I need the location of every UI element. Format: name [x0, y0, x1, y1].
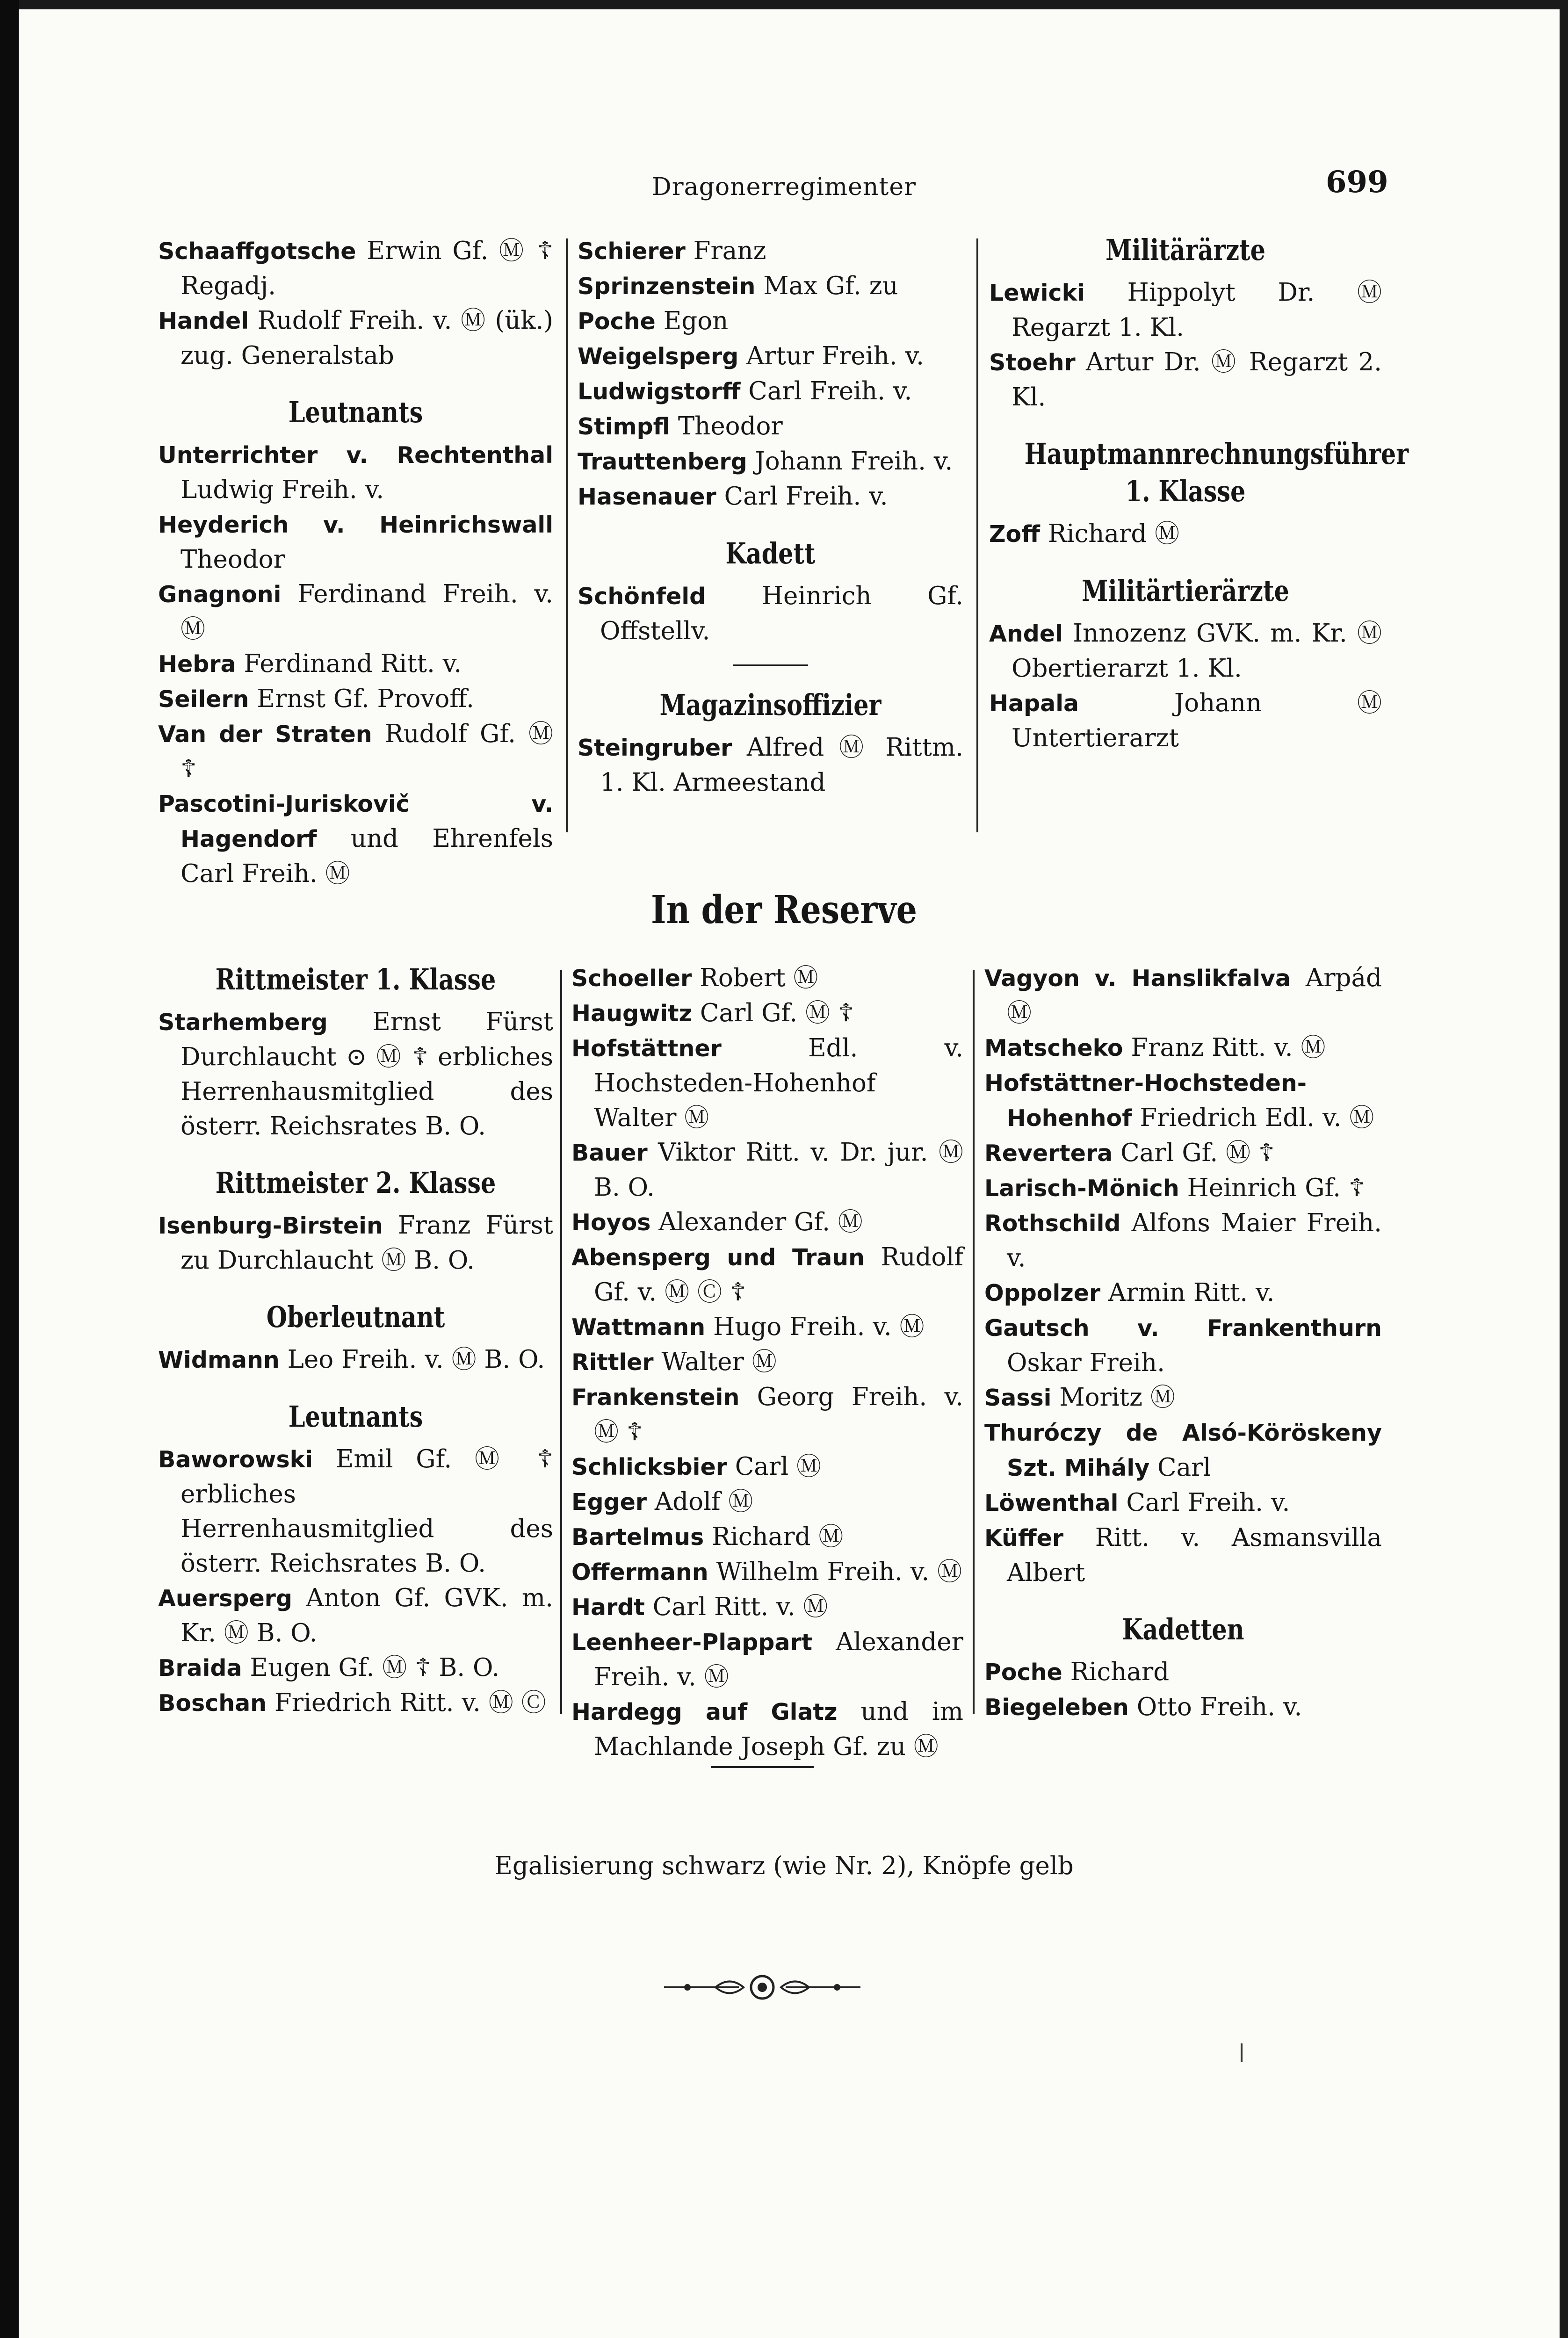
roster-entry	[984, 1415, 1382, 1486]
entry-details: Richard Ⓜ	[1048, 520, 1180, 548]
entry-surname: Starhemberg	[158, 1009, 328, 1036]
entry-surname: Unterrichter v. Rechtenthal	[158, 442, 553, 469]
entry-details: Rudolf Gf. v. Ⓜ Ⓒ ☦	[594, 1243, 963, 1306]
entry-details: Theodor	[678, 412, 783, 440]
entry-surname: Larisch-Mönich	[984, 1175, 1179, 1202]
entry-details: Alexander Freih. v. Ⓜ	[594, 1628, 963, 1691]
entry-details: Innozenz GVK. m. Kr. Ⓜ Obertierarzt 1. Kl.	[1012, 619, 1382, 683]
entry-details: Alfred Ⓜ Rittm. 1. Kl. Armeestand	[600, 733, 963, 797]
roster-entry	[158, 1442, 553, 1581]
entry-surname: Revertera	[984, 1140, 1113, 1167]
roster-entry	[984, 1136, 1382, 1171]
roster-entry	[984, 1031, 1382, 1066]
roster-entry	[158, 577, 553, 647]
roster-entry	[158, 1581, 553, 1651]
roster-entry	[571, 1590, 963, 1625]
entry-details: Ludwig Freih. v.	[181, 476, 384, 504]
entry-details: Franz Fürst zu Durchlaucht Ⓜ B. O.	[181, 1211, 553, 1275]
entry-surname: Hofstättner-Hochsteden-Hohenhof	[984, 1070, 1307, 1132]
roster-entry	[578, 579, 963, 649]
roster-entry	[578, 444, 963, 479]
margin-mark	[1241, 2043, 1243, 2062]
column-divider	[566, 238, 568, 832]
entry-surname: Frankenstein	[571, 1384, 740, 1411]
entry-details: Carl Gf. Ⓜ ☦	[700, 999, 854, 1027]
running-header: Dragonerregimenter	[652, 173, 916, 201]
entry-surname: Trauttenberg	[578, 448, 747, 475]
roster-entry	[984, 961, 1382, 1031]
entry-surname: Poche	[578, 308, 656, 335]
roster-entry	[158, 787, 553, 891]
roster-entry	[578, 374, 963, 409]
roster-entry	[158, 234, 553, 303]
entry-surname: Schlicksbier	[571, 1454, 727, 1480]
roster-entry	[989, 275, 1382, 345]
roster-entry	[984, 1521, 1382, 1590]
column-divider	[973, 970, 975, 1714]
entry-details: Ferdinand Freih. v. Ⓜ	[181, 580, 553, 643]
entry-details: Alfons Maier Freih. v.	[1007, 1209, 1382, 1272]
section-heading: Leutnants	[288, 395, 423, 429]
entry-details: Theodor	[181, 545, 285, 574]
entry-surname: Isenburg-Birstein	[158, 1212, 383, 1239]
ornament-flourish-icon	[659, 1971, 865, 2004]
roster-entry	[989, 686, 1382, 756]
roster-entry	[158, 303, 553, 373]
section-heading: Leutnants	[288, 1400, 423, 1434]
reserve-column-3	[984, 961, 1382, 1725]
entry-surname: Thuróczy de Alsó-Köröskeny Szt. Mihály	[984, 1420, 1382, 1481]
entry-surname: Zoff	[989, 521, 1040, 548]
entry-details: und im Machlande Joseph Gf. zu Ⓜ	[594, 1697, 963, 1761]
roster-entry	[571, 1380, 963, 1450]
entry-surname: Hapala	[989, 690, 1079, 717]
entry-surname: Stimpfl	[578, 413, 670, 440]
entry-details: Johann Freih. v.	[755, 447, 953, 476]
roster-entry	[571, 996, 963, 1031]
roster-entry	[984, 1655, 1382, 1690]
reserve-heading: In der Reserve	[650, 888, 918, 932]
entry-details: Richard	[1070, 1658, 1170, 1686]
roster-entry	[571, 1520, 963, 1555]
entry-details: Johann Ⓜ Untertierarzt	[1012, 689, 1382, 752]
top-column-2	[578, 234, 963, 800]
roster-entry	[984, 1276, 1382, 1311]
entry-surname: Egger	[571, 1489, 647, 1515]
entry-surname: Seilern	[158, 686, 249, 713]
roster-entry	[158, 717, 553, 787]
entry-surname: Oppolzer	[984, 1280, 1101, 1306]
entry-details: Artur Freih. v.	[746, 342, 924, 370]
roster-entry	[989, 616, 1382, 686]
entry-details: Carl Freih. v.	[724, 482, 888, 511]
section-heading: Kadett	[725, 536, 816, 570]
entry-surname: Andel	[989, 621, 1063, 647]
page-number: 699	[1326, 165, 1388, 200]
top-column-3	[989, 231, 1409, 756]
entry-surname: Hardt	[571, 1594, 645, 1621]
entry-surname: Sassi	[984, 1385, 1052, 1411]
entry-surname: Hardegg auf Glatz	[571, 1699, 838, 1725]
roster-entry	[571, 1485, 963, 1520]
entry-surname: Lewicki	[989, 280, 1085, 306]
roster-entry	[984, 1066, 1382, 1136]
roster-entry	[158, 1208, 553, 1278]
entry-surname: Wattmann	[571, 1314, 706, 1341]
entry-details: Heinrich Gf. Offstellv.	[600, 582, 963, 645]
roster-entry	[158, 1005, 553, 1144]
entry-surname: Auersperg	[158, 1585, 292, 1612]
entry-details: Rudolf Freih. v. Ⓜ (ük.) zug. Generalstab	[181, 306, 553, 370]
entry-surname: Matscheko	[984, 1035, 1123, 1061]
entry-surname: Rittler	[571, 1349, 654, 1376]
entry-details: Hippolyt Dr. Ⓜ Regarzt 1. Kl.	[1012, 278, 1382, 342]
roster-entry	[984, 1380, 1382, 1415]
section-heading: Magazinsoffizier	[659, 688, 882, 722]
entry-details: und Ehrenfels Carl Freih. Ⓜ	[181, 824, 553, 888]
entry-details: Carl Ⓜ	[735, 1452, 822, 1481]
roster-entry	[578, 234, 963, 269]
entry-details: Ritt. v. Asmansvilla Albert	[1007, 1523, 1382, 1587]
entry-details: Moritz Ⓜ	[1059, 1383, 1175, 1412]
entry-surname: Ludwigstorff	[578, 378, 741, 405]
entry-details: Georg Freih. v. Ⓜ ☦	[594, 1383, 963, 1446]
entry-details: Viktor Ritt. v. Dr. jur. Ⓜ B. O.	[594, 1138, 963, 1202]
entry-surname: Braida	[158, 1655, 242, 1681]
entry-surname: Weigelsperg	[578, 343, 739, 370]
entry-surname: Van der Straten	[158, 721, 372, 748]
entry-surname: Hasenauer	[578, 483, 716, 510]
entry-surname: Stoehr	[989, 349, 1076, 376]
entry-surname: Gautsch v. Frankenthurn	[984, 1315, 1382, 1342]
entry-details: Wilhelm Freih. v. Ⓜ	[716, 1558, 962, 1586]
roster-entry	[571, 1205, 963, 1240]
entry-surname: Offermann	[571, 1559, 708, 1586]
entry-details: Carl Freih. v.	[1126, 1488, 1290, 1517]
roster-entry	[989, 345, 1382, 415]
entry-details: Heinrich Gf. ☦	[1187, 1174, 1365, 1202]
entry-details: Oskar Freih.	[1007, 1349, 1165, 1377]
entry-details: Erwin Gf. Ⓜ ☦ Regadj.	[181, 237, 553, 300]
entry-surname: Haugwitz	[571, 1000, 693, 1027]
entry-details: Anton Gf. GVK. m. Kr. Ⓜ B. O.	[181, 1584, 553, 1647]
roster-entry	[158, 1686, 553, 1721]
roster-entry	[158, 438, 553, 507]
roster-entry	[578, 730, 963, 800]
top-column-1	[158, 234, 553, 891]
roster-entry	[158, 682, 553, 717]
entry-surname: Hebra	[158, 651, 236, 678]
roster-entry	[578, 339, 963, 374]
roster-entry	[578, 479, 963, 514]
closing-rule	[711, 1766, 814, 1768]
roster-entry	[158, 507, 553, 577]
roster-entry	[984, 1171, 1382, 1206]
entry-details: Otto Freih. v.	[1136, 1693, 1302, 1721]
entry-surname: Hoyos	[571, 1209, 651, 1236]
entry-surname: Gnagnoni	[158, 581, 282, 608]
entry-surname: Vagyon v. Hanslikfalva	[984, 965, 1291, 992]
entry-details: Hugo Freih. v. Ⓜ	[713, 1313, 925, 1341]
roster-entry	[571, 1450, 963, 1485]
entry-details: Carl	[1157, 1453, 1211, 1482]
footer-note: Egalisierung schwarz (wie Nr. 2), Knöpfe gelb	[494, 1852, 1074, 1880]
roster-entry	[571, 1240, 963, 1310]
entry-surname: Hofstättner	[571, 1035, 722, 1062]
column-divider	[976, 238, 978, 832]
entry-surname: Sprinzenstein	[578, 273, 756, 300]
entry-details: Emil Gf. Ⓜ ☦ erbliches Herrenhausmitglied des österr. Reichsrates B. O.	[181, 1445, 553, 1578]
entry-surname: Heyderich v. Heinrichswall	[158, 512, 553, 538]
reserve-column-2	[571, 961, 963, 1764]
entry-details: Arpád Ⓜ	[1007, 964, 1382, 1027]
roster-entry	[571, 1135, 963, 1205]
entry-details: Ferdinand Ritt. v.	[244, 649, 462, 678]
entry-details: Max Gf. zu	[763, 272, 898, 300]
entry-surname: Schaaffgotsche	[158, 238, 356, 265]
entry-surname: Poche	[984, 1659, 1062, 1686]
entry-details: Edl. v. Hochsteden-Hohenhof Walter Ⓜ	[594, 1034, 963, 1132]
roster-entry	[984, 1690, 1382, 1725]
entry-surname: Biegeleben	[984, 1694, 1129, 1721]
entry-details: Carl Ritt. v. Ⓜ	[652, 1593, 828, 1621]
section-heading: Militärtierärzte	[1082, 574, 1289, 608]
entry-details: Leo Freih. v. Ⓜ B. O.	[287, 1345, 545, 1374]
roster-entry	[984, 1311, 1382, 1380]
roster-entry	[571, 1310, 963, 1345]
entry-surname: Abensperg und Traun	[571, 1244, 865, 1271]
entry-surname: Baworowski	[158, 1446, 313, 1473]
entry-details: Robert Ⓜ	[699, 964, 818, 992]
roster-entry	[571, 1695, 963, 1764]
roster-entry	[571, 1031, 963, 1135]
entry-surname: Schoeller	[571, 965, 692, 992]
section-heading: Rittmeister 1. Klasse	[215, 962, 496, 996]
entry-surname: Handel	[158, 308, 249, 334]
entry-surname: Löwenthal	[984, 1490, 1119, 1516]
entry-details: Ernst Gf. Provoff.	[257, 685, 474, 713]
entry-details: Carl Freih. v.	[748, 377, 912, 405]
entry-surname: Pascotini-Juriskovič v. Hagendorf	[158, 791, 553, 852]
section-heading: Oberleutnant	[266, 1300, 445, 1334]
entry-details: Rudolf Gf. Ⓜ ☦	[181, 720, 553, 783]
entry-details: Richard Ⓜ	[712, 1523, 844, 1551]
roster-entry	[984, 1206, 1382, 1276]
roster-entry	[578, 269, 963, 304]
entry-details: Artur Dr. Ⓜ Regarzt 2. Kl.	[1012, 348, 1382, 411]
entry-surname: Boschan	[158, 1690, 267, 1717]
entry-surname: Widmann	[158, 1347, 280, 1373]
entry-details: Franz	[693, 237, 766, 265]
entry-details: Alexander Gf. Ⓜ	[658, 1208, 863, 1236]
roster-entry	[989, 517, 1382, 552]
entry-surname: Bauer	[571, 1140, 648, 1166]
entry-details: Franz Ritt. v. Ⓜ	[1131, 1033, 1326, 1062]
entry-details: Egon	[663, 307, 729, 335]
entry-details: Eugen Gf. Ⓜ ☦ B. O.	[250, 1653, 500, 1682]
roster-entry	[571, 1555, 963, 1590]
column-divider	[560, 970, 562, 1714]
section-heading: Militärärzte	[1106, 233, 1265, 267]
entry-surname: Schönfeld	[578, 583, 706, 610]
roster-entry	[571, 1345, 963, 1380]
roster-entry	[158, 1342, 553, 1378]
entry-details: Armin Ritt. v.	[1108, 1278, 1275, 1307]
roster-entry	[571, 961, 963, 996]
entry-details: Walter Ⓜ	[661, 1348, 777, 1376]
entry-details: Carl Gf. Ⓜ ☦	[1120, 1139, 1275, 1167]
section-heading: Kadetten	[1122, 1612, 1244, 1646]
entry-surname: Küffer	[984, 1525, 1064, 1551]
section-rule	[733, 664, 808, 666]
section-heading: Rittmeister 2. Klasse	[215, 1166, 496, 1200]
entry-surname: Leenheer-Plappart	[571, 1629, 813, 1656]
roster-entry	[158, 1651, 553, 1686]
entry-details: Ernst Fürst Durchlaucht ⊙ Ⓜ ☦ erbliches Herrenhausmitglied des österr. Reichsrates B. O.	[181, 1008, 553, 1140]
roster-entry	[578, 304, 963, 339]
entry-details: Friedrich Ritt. v. Ⓜ Ⓒ	[274, 1689, 546, 1717]
reserve-column-1	[158, 961, 553, 1721]
roster-entry	[571, 1625, 963, 1695]
entry-details: Friedrich Edl. v. Ⓜ	[1140, 1104, 1374, 1132]
entry-surname: Steingruber	[578, 735, 732, 761]
entry-surname: Rothschild	[984, 1210, 1121, 1237]
roster-entry	[158, 647, 553, 682]
entry-surname: Schierer	[578, 238, 686, 265]
roster-entry	[578, 409, 963, 444]
section-heading: Hauptmannrechnungsführer 1. Klasse	[1024, 437, 1409, 508]
roster-entry	[984, 1486, 1382, 1521]
entry-details: Adolf Ⓜ	[654, 1487, 753, 1516]
entry-surname: Bartelmus	[571, 1524, 704, 1551]
